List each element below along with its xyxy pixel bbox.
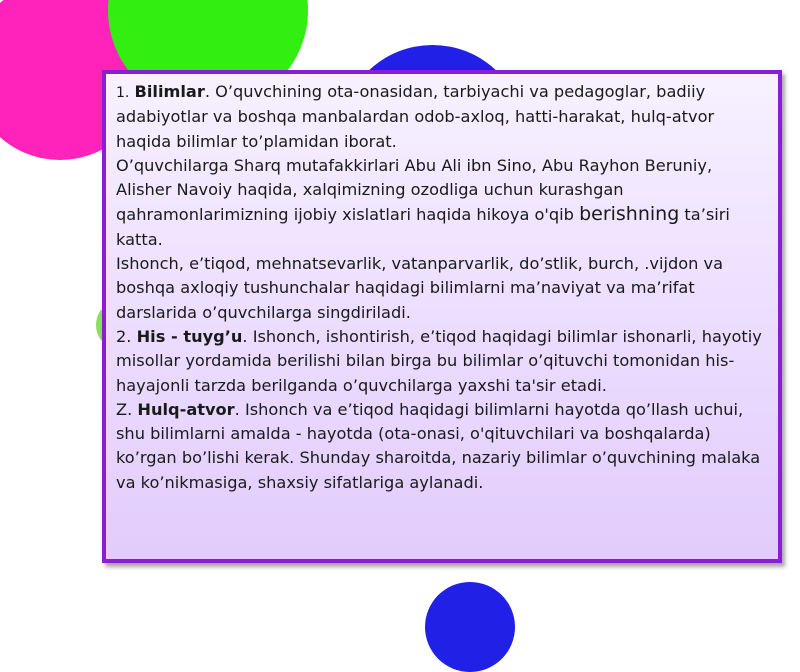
paragraph-ishonch [116,252,770,325]
emphasized-word: berishning [579,203,680,226]
paragraph-text: . Ishonch, ishontirish, e’tiqod haqidagi bilimlar ishonarli, hayotiy misollar yordamida berilishi bilan birga bu bilimlar o’qituvchi tomonidan his-hayajonli tarzda berilganda o’quvchilarga yaxshi ta'sir etadi. [116,326,762,395]
heading-bilimlar: Bilimlar [134,82,205,101]
paragraph-text: . Ishonch va e’tiqod haqidagi bilimlarni hayotda qo’llash uchui, shu bilimlarni amalda - hayotda (ota-onasi, o'qituvchilari va boshqalarda) ko’rgan bo’lishi kerak. Shunday sharoitda, nazariy bilimlar o’quvchining malaka va ko’nikmasiga, shaxsiy sifatlariga aylanadi. [116,399,761,492]
paragraph-his-tuygu [116,325,770,398]
blue-circle-bottom-decoration [425,582,515,672]
paragraph-hulq-atvor [116,398,770,495]
heading-his-tuygu: His - tuyg’u [136,326,243,346]
item-number: 2. [116,326,132,346]
paragraph-text-end: ta’siri katta. [116,205,730,249]
item-number: 1. [116,85,130,101]
paragraph-text: O’quvchilarga Sharq mutafakkirlari Abu Ali ibn Sino, Abu Rayhon Beruniy, Alisher Navoiy haqida, xalqimizning ozodliga uchun kurashgan qahramonlarimizning ijobiy xislatlari haqida hikoya o'qib [116,155,713,225]
item-number: Z. [116,399,133,419]
text-panel [102,70,782,563]
paragraph-text: Ishonch, e’tiqod, mehnatsevarlik, vatanparvarlik, do’stlik, burch, .vijdon va boshqa axloqiy tushunchalar haqidagi bilimlarni ma’naviyat va ma’rifat darslarida o’quvchilarga singdiriladi. [116,254,724,322]
paragraph-sharq [116,154,770,252]
heading-hulq-atvor: Hulq-atvor [137,399,235,419]
paragraph-bilimlar [116,80,770,154]
paragraph-text: . O’quvchining ota-onasidan, tarbiyachi va pedagoglar, badiiy adabiyotlar va boshqa manbalardan odob-axloq, hatti-harakat, hulq-atvor haqida bilimlar to’plamidan iborat. [116,82,715,151]
